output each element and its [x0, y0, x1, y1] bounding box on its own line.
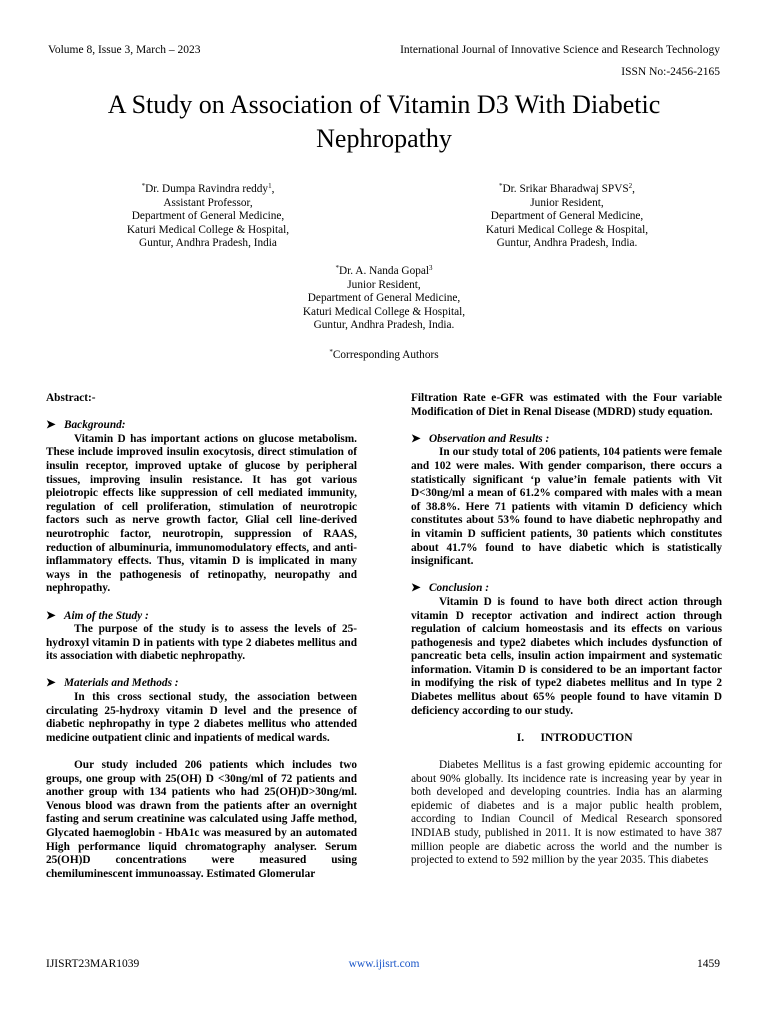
- author-college: Katuri Medical College & Hospital,: [302, 305, 466, 318]
- author-place: Guntur, Andhra Pradesh, India: [139, 237, 277, 250]
- left-column: [46, 392, 357, 881]
- methods-text-2: Our study included 206 patients which includes two groups, one group with 25(OH) D <30ng/ml of 72 patients and another group with 134 patients who had 25(OH)D>30ng/ml. Venous blood was drawn from the patients after an overnight fasting and serum creatinine was calculated using Jaffe method, Glycated haemoglobin - HbA1c was measured by an automated High performance liquid chromatography analyser. Serum 25(OH)D concentrations were measured using chemiluminescent immunoassay. Estimated Glomerular: [46, 759, 357, 880]
- author-role: Junior Resident,: [347, 278, 421, 291]
- author-college: Katuri Medical College & Hospital,: [126, 223, 290, 236]
- author-dept: Department of General Medicine,: [131, 210, 285, 223]
- author-role: Junior Resident,: [530, 196, 604, 209]
- author-college: Katuri Medical College & Hospital,: [485, 223, 649, 236]
- arrow-bullet-icon: ➤: [411, 582, 421, 595]
- background-text: Vitamin D has important actions on glucose metabolism. These include improved insulin exocytosis, direct stimulation of insulin receptor, improved uptake of glucose by peripheral tissues, improving insulin resistance. It has got various pleiotropic effects like suppression of cell mediated immunity, regulation of cell proliferation, stimulation of neurotropic factors such as nerve growth factor, Glial cell line-derived neurotrophic factor, neurotropin, suppression of RAAS, reduction of albuminuria, immunomodulatory effects, and anti-inflammatory effects. Thus, vitamin D is implicated in many ways in the pathogenesis of retinopathy, neuropathy and nephropathy.: [46, 432, 357, 595]
- header-volume: Volume 8, Issue 3, March – 2023: [48, 44, 201, 56]
- footer-paper-code: IJISRT23MAR1039: [46, 958, 140, 970]
- author-dept: Department of General Medicine,: [490, 210, 644, 223]
- abstract-label: Abstract:-: [46, 392, 96, 404]
- aim-heading: ➤ Aim of the Study :: [46, 609, 149, 622]
- methods-text-1: In this cross sectional study, the association between circulating 25-hydroxy vitamin D level and the presence of diabetic nephropathy in type 2 diabetes mellitus who attended medicine outpatient clinic and inpatients of medical wards.: [46, 691, 357, 744]
- methods-heading: ➤ Materials and Methods :: [46, 677, 179, 690]
- author-place: Guntur, Andhra Pradesh, India.: [313, 319, 455, 332]
- author-name: *Dr. A. Nanda Gopal$^3$: [335, 264, 433, 277]
- results-text: In our study total of 206 patients, 104 patients were female and 102 were males. With gender comparison, there occurs a statistically significant ‘p value’in female patients with Vit D<30ng/ml a mean of 61.2% compared with males with a mean of 38.8%. Here 71 patients with vitamin D deficiency which constitutes about 53% found to have diabetic nephropathy and in vitamin D sufficient patients, 30 patients which constitutes about 41.7% found to have diabetic which is statistically insignificant.: [411, 446, 722, 568]
- title-line-2: Nephropathy: [316, 124, 452, 153]
- conclusion-heading: ➤ Conclusion :: [411, 582, 489, 595]
- arrow-bullet-icon: ➤: [411, 432, 421, 445]
- corresponding-authors-note: *Corresponding Authors: [329, 348, 439, 361]
- author-block-2: [462, 183, 672, 251]
- author-role: Assistant Professor,: [163, 196, 253, 209]
- right-column: [411, 392, 722, 868]
- arrow-bullet-icon: ➤: [46, 419, 56, 432]
- header-journal: International Journal of Innovative Science and Research Technology: [400, 44, 720, 56]
- arrow-bullet-icon: ➤: [46, 677, 56, 690]
- author-name: *Dr. Srikar Bharadwaj SPVS$^2$,: [499, 182, 635, 195]
- title-line-1: A Study on Association of Vitamin D3 With Diabetic: [107, 90, 661, 119]
- author-block-3: [279, 265, 489, 333]
- aim-text: The purpose of the study is to assess the levels of 25- hydroxyl vitamin D in patients with type 2 diabetes mellitus and its association with diabetic nephropathy.: [46, 623, 357, 663]
- results-heading: ➤ Observation and Results :: [411, 432, 550, 445]
- conclusion-text: Vitamin D is found to have both direct action through vitamin D receptor activation and indirect action through regulation of calcium homeostasis and its effects on various pathogenesis and type2 diabetes which includes dysfunction of pancreatic beta cells, insulin action impairment and systematic information. Vitamin D is considered to be an important factor in modifying the risk of type2 diabetes mellitus and In type 2 Diabetes mellitus about 65% people found to have vitamin D deficiency according to our study.: [411, 595, 722, 717]
- footer-page-number: 1459: [697, 958, 720, 970]
- arrow-bullet-icon: ➤: [46, 609, 56, 622]
- header-issn: ISSN No:-2456-2165: [621, 66, 720, 78]
- author-block-1: [103, 183, 313, 251]
- background-heading: ➤ Background:: [46, 419, 126, 432]
- section-title: INTRODUCTION: [540, 731, 633, 744]
- section-number: I.: [516, 731, 525, 744]
- author-dept: Department of General Medicine,: [307, 292, 461, 305]
- author-place: Guntur, Andhra Pradesh, India.: [496, 237, 638, 250]
- footer-website-link[interactable]: www.ijisrt.com: [348, 958, 420, 970]
- paper-title: [0, 88, 768, 156]
- introduction-text: Diabetes Mellitus is a fast growing epidemic accounting for about 90% globally. Its incidence rate is increasing year by year in both developed and developing countries. India has an alarming epidemic of diabetes and is a major public health problem, according to Indian Council of Medical Research sponsored INDIAB study, published in 2011. It is now estimated to have 387 million people are diabetic across the world and the number is projected to extend to 592 million by the year 2035. This diabetes: [411, 759, 722, 867]
- methods-continued-text: Filtration Rate e-GFR was estimated with the Four variable Modification of Diet in Renal Disease (MDRD) study equation.: [411, 392, 722, 418]
- author-name: *Dr. Dumpa Ravindra reddy$^1$,: [141, 182, 275, 195]
- introduction-heading: [411, 732, 722, 746]
